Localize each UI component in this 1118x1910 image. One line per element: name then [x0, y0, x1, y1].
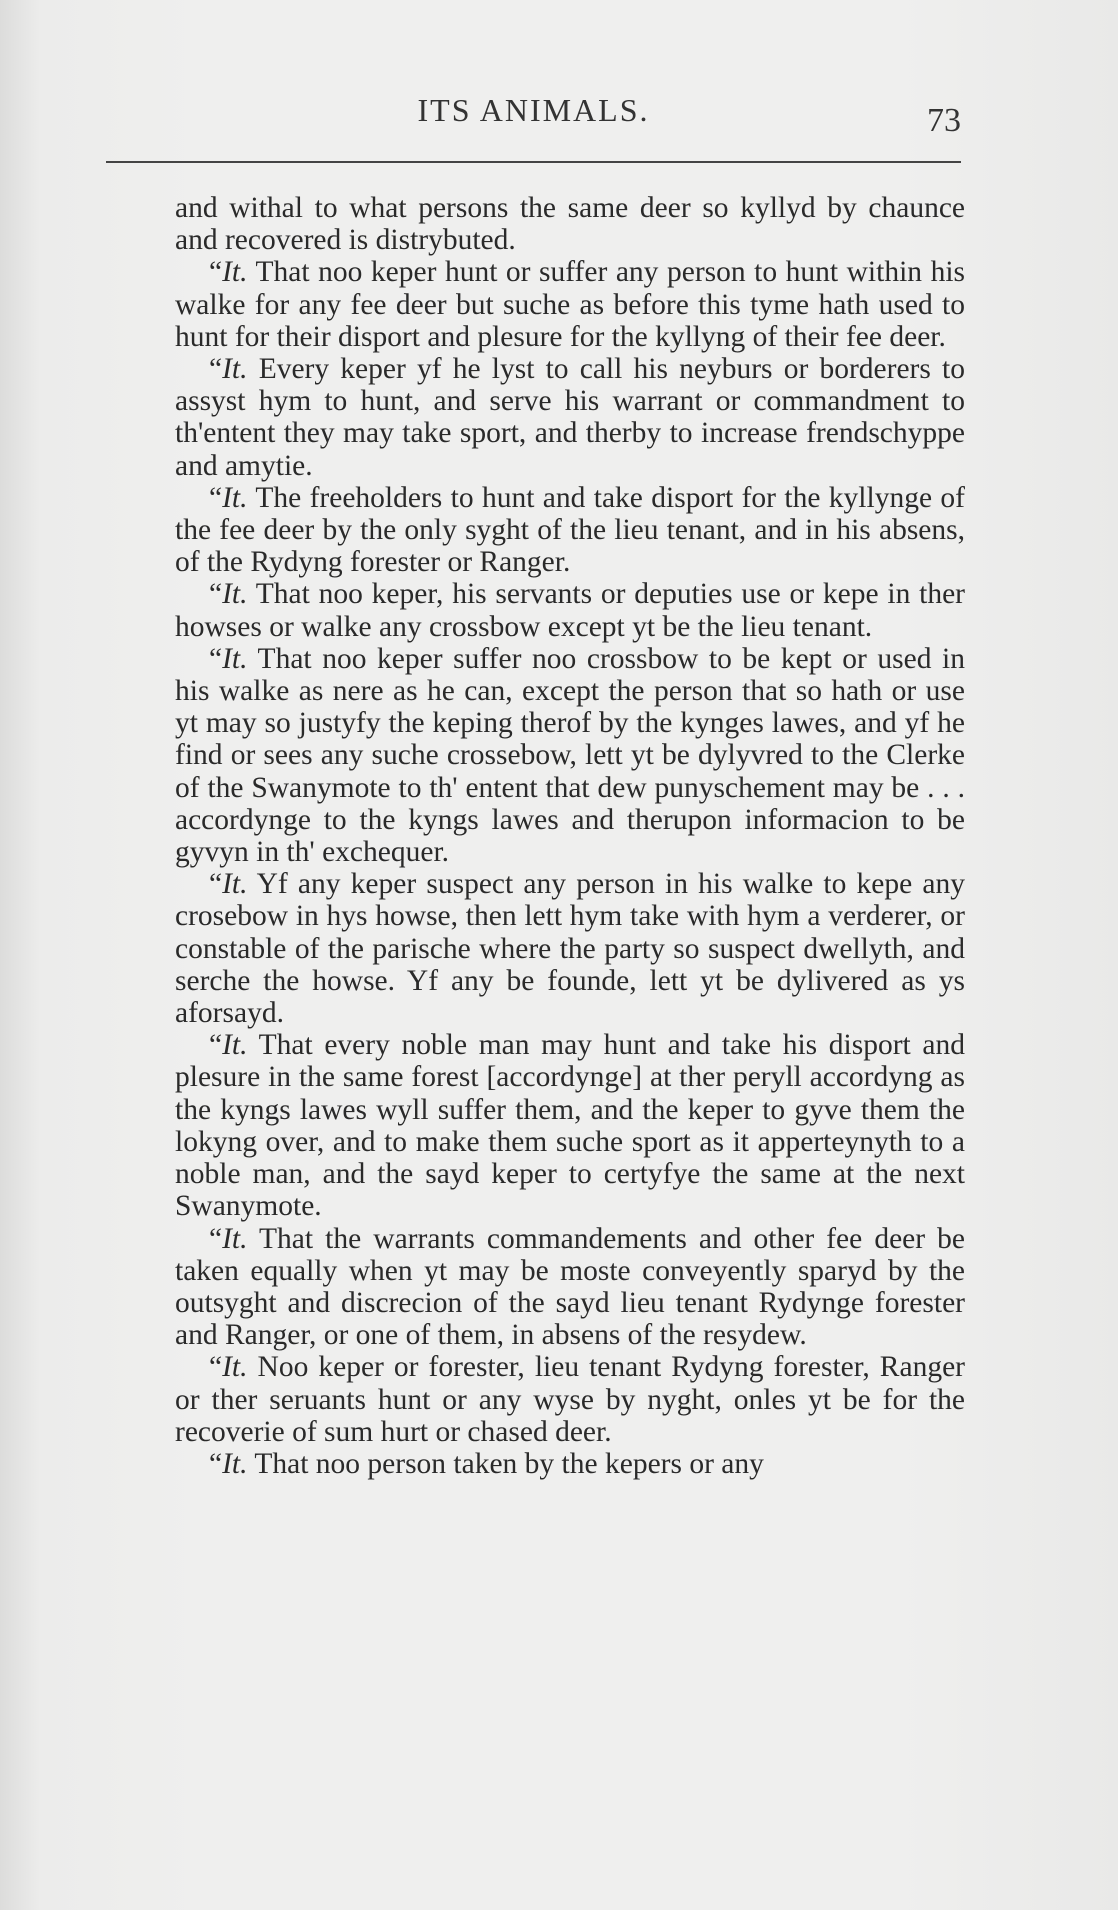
paragraph-text: That noo person taken by the kepers or any [247, 1447, 764, 1480]
paragraph [175, 1223, 965, 1352]
opening-quote: “ [209, 578, 223, 611]
opening-quote: “ [209, 1351, 223, 1384]
item-marker: It. [222, 256, 248, 289]
item-marker: It. [222, 642, 248, 675]
item-marker: It. [222, 1447, 248, 1480]
item-marker: It. [222, 1029, 248, 1062]
paragraph [175, 868, 965, 1029]
paragraph-text: That noo keper suffer noo crossbow to be kept or used in his walke as nere as he can, except the person that so hath or use yt may so justyfy the keping therof by the kynges lawes, and yf he find or sees any suche crossebow, lett yt be dylyvred to the Clerke of the Swanymote to th' entent that dew punyschement may be . . . accordynge to the kyngs lawes and therupon informacion to be gyvyn in th' exchequer. [175, 642, 965, 869]
paragraph [175, 1351, 965, 1448]
item-marker: It. [222, 353, 248, 386]
paragraph [175, 643, 965, 868]
paragraph-text: That every noble man may hunt and take his disport and plesure in the same forest [accordynge] at ther peryll accordyng as the kyngs lawes wyll suffer them, and the keper to gyve them the lokyng over, and to make them suche sport as it apperteynyth to a noble man, and the sayd keper to certyfye the same at the next Swanymote. [175, 1029, 965, 1223]
item-marker: It. [222, 481, 248, 514]
header-rule [106, 161, 961, 163]
opening-quote: “ [209, 353, 223, 386]
opening-quote: “ [209, 481, 223, 514]
paragraph [175, 1029, 965, 1222]
paragraph [175, 353, 965, 482]
opening-quote: “ [209, 1222, 223, 1255]
item-marker: It. [222, 578, 248, 611]
opening-quote: “ [209, 868, 223, 901]
paragraph-text: Noo keper or forester, lieu tenant Rydyng forester, Ranger or ther seruants hunt or any wyse by nyght, onles yt be for the recoverie of sum hurt or chased deer. [175, 1351, 965, 1448]
page-header [106, 92, 961, 142]
item-marker: It. [222, 1222, 248, 1255]
item-marker: It. [222, 868, 248, 901]
paragraph [175, 578, 965, 642]
paragraph [175, 256, 965, 353]
running-head: ITS ANIMALS. [417, 92, 650, 128]
page-number: 73 [927, 102, 961, 139]
opening-quote: “ [209, 1447, 223, 1480]
item-marker: It. [222, 1351, 248, 1384]
paragraph-text: and withal to what persons the same deer so kyllyd by chaunce and recovered is distrybuted. [175, 192, 965, 257]
paragraph-text: Yf any keper suspect any person in his walke to kepe any crosebow in hys howse, then lett hym take with hym a verderer, or constable of the parische where the party so suspect dwellyth, and serche the howse. Yf any be founde, lett yt be dylivered as ys aforsayd. [175, 868, 965, 1030]
opening-quote: “ [209, 642, 223, 675]
paragraph-text: That noo keper hunt or suffer any person to hunt within his walke for any fee deer but suche as before this tyme hath used to hunt for their disport and plesure for the kyllyng of their fee deer. [175, 256, 965, 353]
paragraph-text: The freeholders to hunt and take disport for the kyllynge of the fee deer by the only syght of the lieu tenant, and in his absens, of the Rydyng forester or Ranger. [175, 481, 965, 579]
paragraph [175, 1448, 965, 1480]
paragraph [175, 482, 965, 579]
paragraph-text: That the warrants commandements and other fee deer be taken equally when yt may be moste conveyently sparyd by the outsyght and discrecion of the sayd lieu tenant Rydynge forester and Ranger, or one of them, in absens of the resydew. [175, 1222, 965, 1352]
body-text [175, 192, 965, 1480]
opening-quote: “ [209, 256, 223, 289]
paragraph-text: That noo keper, his servants or deputies use or kepe in ther howses or walke any crossbow except yt be the lieu tenant. [175, 578, 965, 643]
opening-quote: “ [209, 1029, 223, 1062]
paragraph-text: Every keper yf he lyst to call his neyburs or borderers to assyst hym to hunt, and serve his warrant or commandment to th'entent they may take sport, and therby to increase frendschyppe and amytie. [175, 353, 965, 482]
paragraph [175, 192, 965, 256]
